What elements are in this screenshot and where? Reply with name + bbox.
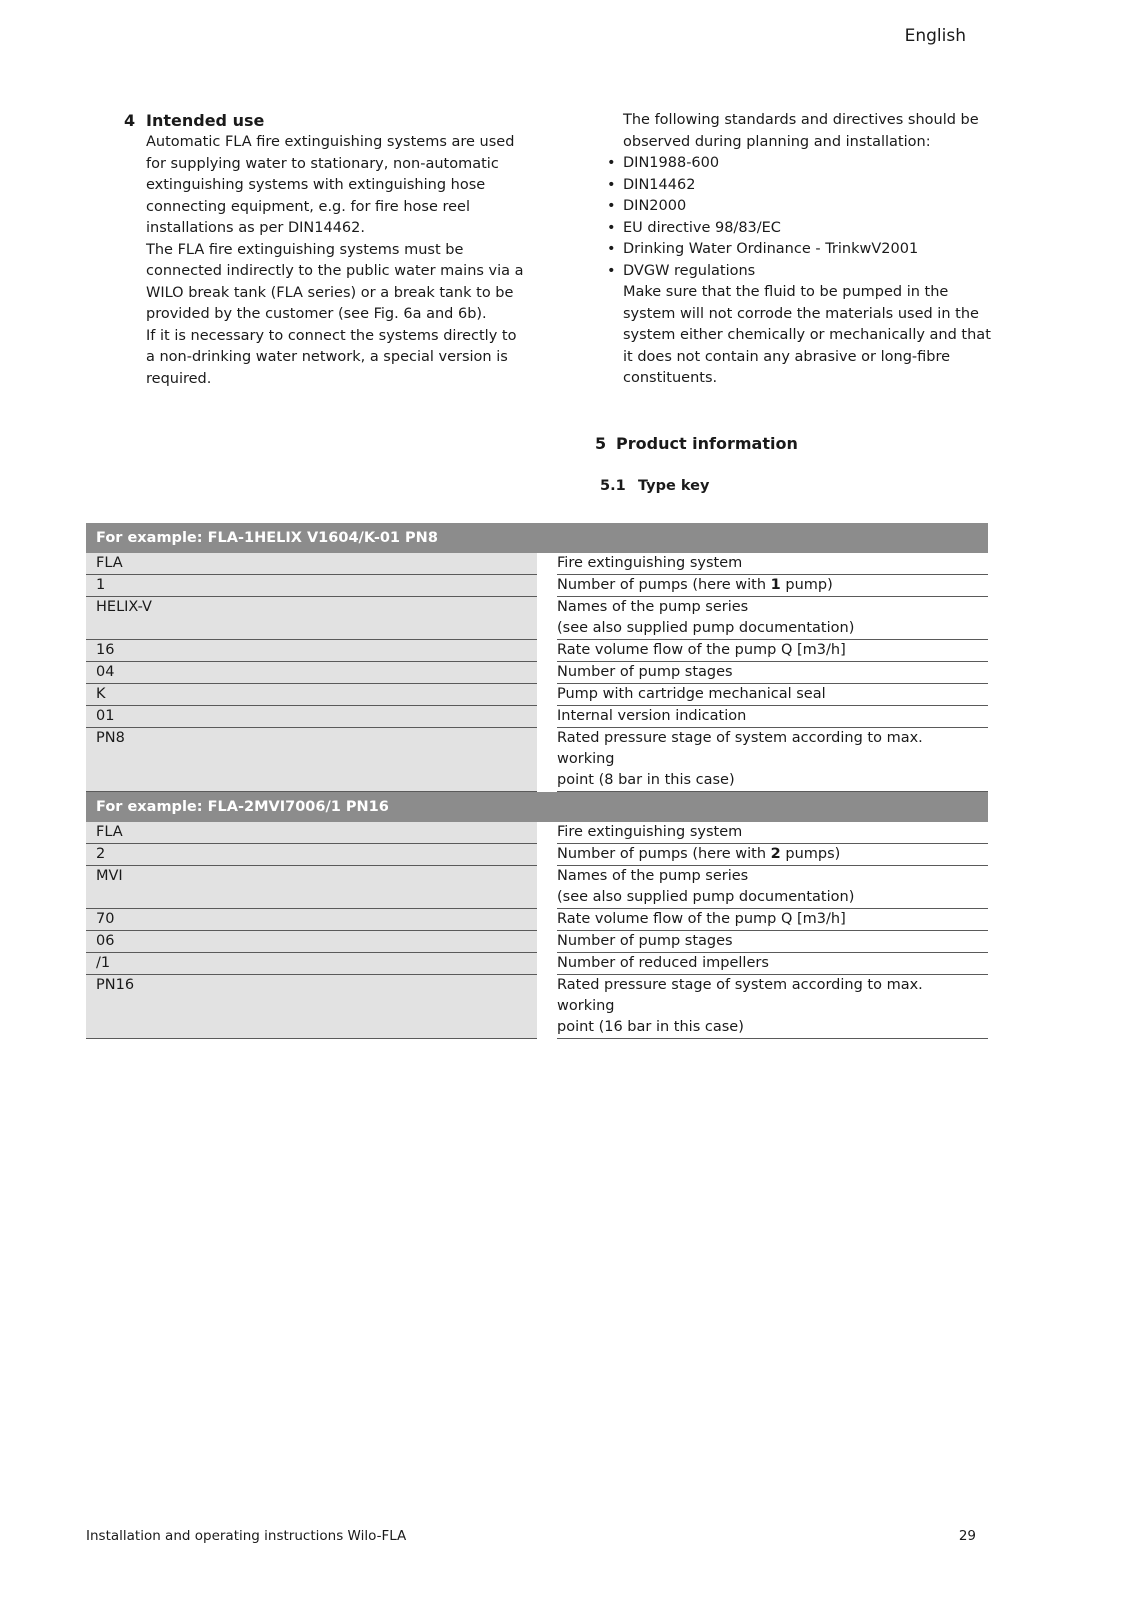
standards-list [601, 153, 996, 282]
type-code: PN16 [86, 975, 547, 1039]
table-row [86, 728, 988, 792]
section-5-title: Product information [616, 434, 798, 453]
desc-line: point (16 bar in this case) [557, 1019, 744, 1035]
desc-bold: 2 [770, 846, 781, 862]
desc-line: (see also supplied pump documentation) [557, 889, 855, 905]
type-key-table [86, 523, 988, 1039]
type-code: 01 [86, 706, 547, 728]
desc-line: point (8 bar in this case) [557, 772, 735, 788]
section-5-1-title: Type key [638, 478, 710, 494]
type-description: Number of pump stages [547, 662, 988, 684]
type-code: 70 [86, 909, 547, 931]
example-1-header: For example: FLA-1HELIX V1604/K-01 PN8 [86, 523, 988, 553]
table-row [86, 931, 988, 953]
type-description: Pump with cartridge mechanical seal [547, 684, 988, 706]
standards-intro: The following standards and directives should be observed during planning and installation: [623, 112, 979, 150]
section-5-number: 5 [595, 434, 607, 453]
type-description [547, 575, 988, 597]
type-description: Fire extinguishing system [547, 553, 988, 575]
list-item: • DIN2000 [601, 196, 996, 218]
table-row [86, 706, 988, 728]
type-code: FLA [86, 822, 547, 844]
desc-line: Rated pressure stage of system according to max. working [557, 977, 923, 1014]
section-4-heading [124, 110, 526, 132]
list-item: • DVGW regulations [601, 261, 996, 283]
fluid-note: Make sure that the fluid to be pumped in the system will not corrode the materials used in the system either chemically or mechanically and that it does not contain any abrasive or long-fibre constituents. [623, 284, 991, 386]
section-5-heading [595, 434, 798, 453]
section-5-1-number: 5.1 [600, 478, 626, 494]
type-code: FLA [86, 553, 547, 575]
desc-line: Rated pressure stage of system according to max. working [557, 730, 923, 767]
intended-use-paragraph-3: If it is necessary to connect the systems directly to a non-drinking water network, a special version is required. [146, 327, 517, 387]
desc-text: pumps) [780, 846, 841, 862]
type-description: Fire extinguishing system [547, 822, 988, 844]
table-header-row [86, 792, 988, 823]
type-code: K [86, 684, 547, 706]
type-description: Number of reduced impellers [547, 953, 988, 975]
desc-line: Names of the pump series [557, 868, 749, 884]
table-row [86, 640, 988, 662]
desc-line: Names of the pump series [557, 599, 749, 615]
section-4-title: Intended use [146, 111, 265, 130]
table-row [86, 662, 988, 684]
type-code: 16 [86, 640, 547, 662]
table-header-row [86, 523, 988, 553]
type-description: Rate volume flow of the pump Q [m3/h] [547, 909, 988, 931]
type-description: Internal version indication [547, 706, 988, 728]
section-4-number: 4 [124, 111, 136, 130]
intended-use-paragraph-1: Automatic FLA fire extinguishing systems are used for supplying water to stationary, non-automatic extinguishing systems with extinguishing hose connecting equipment, e.g. for fire hose reel installations as per DIN14462. [146, 134, 515, 236]
footer-document-title: Installation and operating instructions Wilo-FLA [86, 1528, 407, 1544]
type-code: MVI [86, 866, 547, 909]
type-description [547, 844, 988, 866]
desc-text: Number of pumps (here with [557, 846, 771, 862]
desc-line: (see also supplied pump documentation) [557, 620, 855, 636]
intended-use-paragraph-2: The FLA fire extinguishing systems must be connected indirectly to the public water mains via a WILO break tank (FLA series) or a break tank to be provided by the customer (see Fig. 6a and 6b). [146, 241, 524, 322]
table-row [86, 684, 988, 706]
list-item: • EU directive 98/83/EC [601, 218, 996, 240]
type-code: 2 [86, 844, 547, 866]
type-description [547, 728, 988, 792]
list-item: • DIN1988-600 [601, 153, 996, 175]
table-row [86, 866, 988, 909]
type-code: HELIX-V [86, 597, 547, 640]
list-item: • DIN14462 [601, 175, 996, 197]
intended-use-section [124, 110, 526, 390]
type-description [547, 975, 988, 1039]
table-row [86, 975, 988, 1039]
table-row [86, 553, 988, 575]
desc-text: Number of pumps (here with [557, 577, 771, 593]
table-row [86, 953, 988, 975]
list-item: • Drinking Water Ordinance - TrinkwV2001 [601, 239, 996, 261]
table-row [86, 822, 988, 844]
table-row [86, 575, 988, 597]
type-code: 06 [86, 931, 547, 953]
type-code: /1 [86, 953, 547, 975]
desc-text: pump) [780, 577, 833, 593]
type-code: 1 [86, 575, 547, 597]
type-code: PN8 [86, 728, 547, 792]
table-row [86, 597, 988, 640]
type-description: Rate volume flow of the pump Q [m3/h] [547, 640, 988, 662]
table-row [86, 909, 988, 931]
type-code: 04 [86, 662, 547, 684]
example-2-header: For example: FLA-2MVI7006/1 PN16 [86, 792, 988, 823]
type-description [547, 866, 988, 909]
standards-section [616, 110, 996, 390]
desc-bold: 1 [770, 577, 781, 593]
language-label: English [904, 26, 966, 46]
type-description [547, 597, 988, 640]
page-number: 29 [958, 1528, 976, 1544]
type-description: Number of pump stages [547, 931, 988, 953]
table-row [86, 844, 988, 866]
